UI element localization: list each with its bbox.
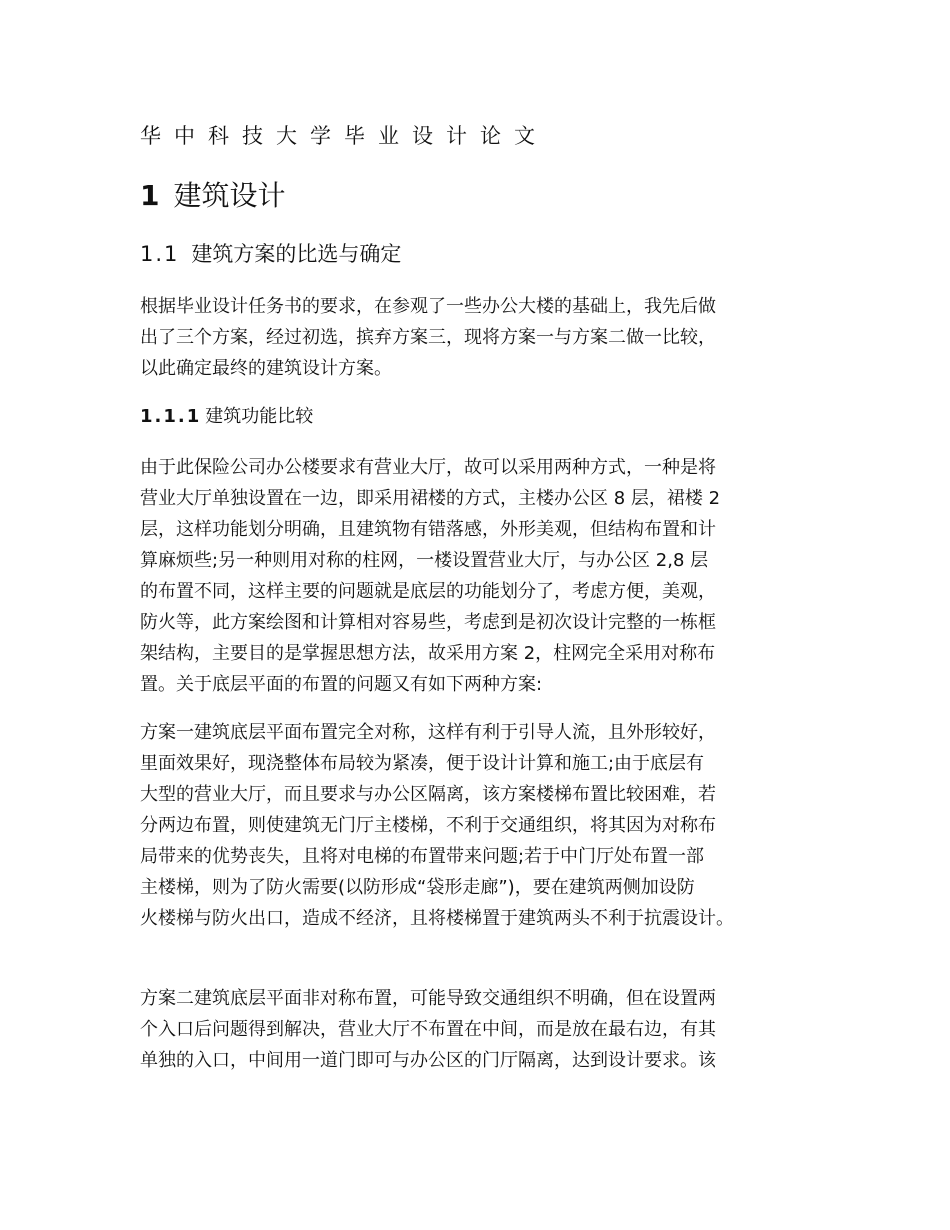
paragraph-line: 方案二建筑底层平面非对称布置，可能导致交通组织不明确，但在设置两 (140, 988, 716, 1009)
function-paragraph (140, 452, 830, 700)
chapter-heading (140, 178, 286, 214)
paragraph-line: 算麻烦些;另一种则用对称的柱网，一楼设置营业大厅，与办公区 2,8 层 (140, 550, 709, 571)
paragraph-line: 根据毕业设计任务书的要求，在参观了一些办公大楼的基础上，我先后做 (140, 296, 716, 317)
paragraph-line: 架结构，主要目的是掌握思想方法，故采用方案 2，柱网完全采用对称布 (140, 643, 716, 664)
section-heading (140, 240, 401, 268)
subsection-number: 1.1.1 (140, 406, 202, 427)
paragraph-line: 层，这样功能划分明确，且建筑物有错落感，外形美观，但结构布置和计 (140, 519, 716, 540)
subsection-heading (140, 404, 313, 430)
paragraph-line: 方案一建筑底层平面布置完全对称，这样有利于引导人流，且外形较好， (140, 722, 716, 743)
paragraph-line: 局带来的优势丧失，且将对电梯的布置带来问题;若于中门厅处布置一部 (140, 846, 705, 867)
paragraph-line: 火楼梯与防火出口，造成不经济，且将楼梯置于建筑两头不利于抗震设计。 (140, 908, 734, 929)
scheme-two-paragraph (140, 983, 830, 1076)
intro-paragraph (140, 291, 830, 384)
paragraph-line: 置。关于底层平面的布置的问题又有如下两种方案: (140, 674, 543, 695)
subsection-title: 建筑功能比较 (205, 406, 314, 427)
paragraph-line: 由于此保险公司办公楼要求有营业大厅，故可以采用两种方式，一种是将 (140, 457, 716, 478)
chapter-number: 1 (140, 179, 160, 212)
paragraph-line: 分两边布置，则使建筑无门厅主楼梯，不利于交通组织，将其因为对称布 (140, 815, 716, 836)
scheme-one-paragraph (140, 717, 830, 934)
paragraph-line: 单独的入口，中间用一道门即可与办公区的门厅隔离，达到设计要求。该 (140, 1050, 716, 1071)
paragraph-line: 主楼梯，则为了防火需要(以防形成“袋形走廊”)，要在建筑两侧加设防 (140, 877, 695, 898)
paragraph-line: 个入口后问题得到解决，营业大厅不布置在中间，而是放在最右边，有其 (140, 1019, 716, 1040)
paragraph-line: 的布置不同，这样主要的问题就是底层的功能划分了，考虑方便，美观， (140, 581, 716, 602)
paragraph-line: 以此确定最终的建筑设计方案。 (140, 358, 392, 379)
paragraph-line: 出了三个方案，经过初选，摈弃方案三，现将方案一与方案二做一比较， (140, 327, 716, 348)
chapter-title: 建筑设计 (173, 179, 286, 212)
paragraph-line: 里面效果好，现浇整体布局较为紧凑，便于设计计算和施工;由于底层有 (140, 753, 705, 774)
section-title: 建筑方案的比选与确定 (191, 242, 402, 266)
paragraph-line: 大型的营业大厅，而且要求与办公区隔离，该方案楼梯布置比较困难，若 (140, 784, 716, 805)
section-number: 1.1 (140, 242, 180, 266)
thesis-header: 华中科技大学毕业设计论文 (140, 124, 548, 148)
paragraph-line: 防火等，此方案绘图和计算相对容易些，考虑到是初次设计完整的一栋框 (140, 612, 716, 633)
paragraph-line: 营业大厅单独设置在一边，即采用裙楼的方式，主楼办公区 8 层，裙楼 2 (140, 488, 721, 509)
